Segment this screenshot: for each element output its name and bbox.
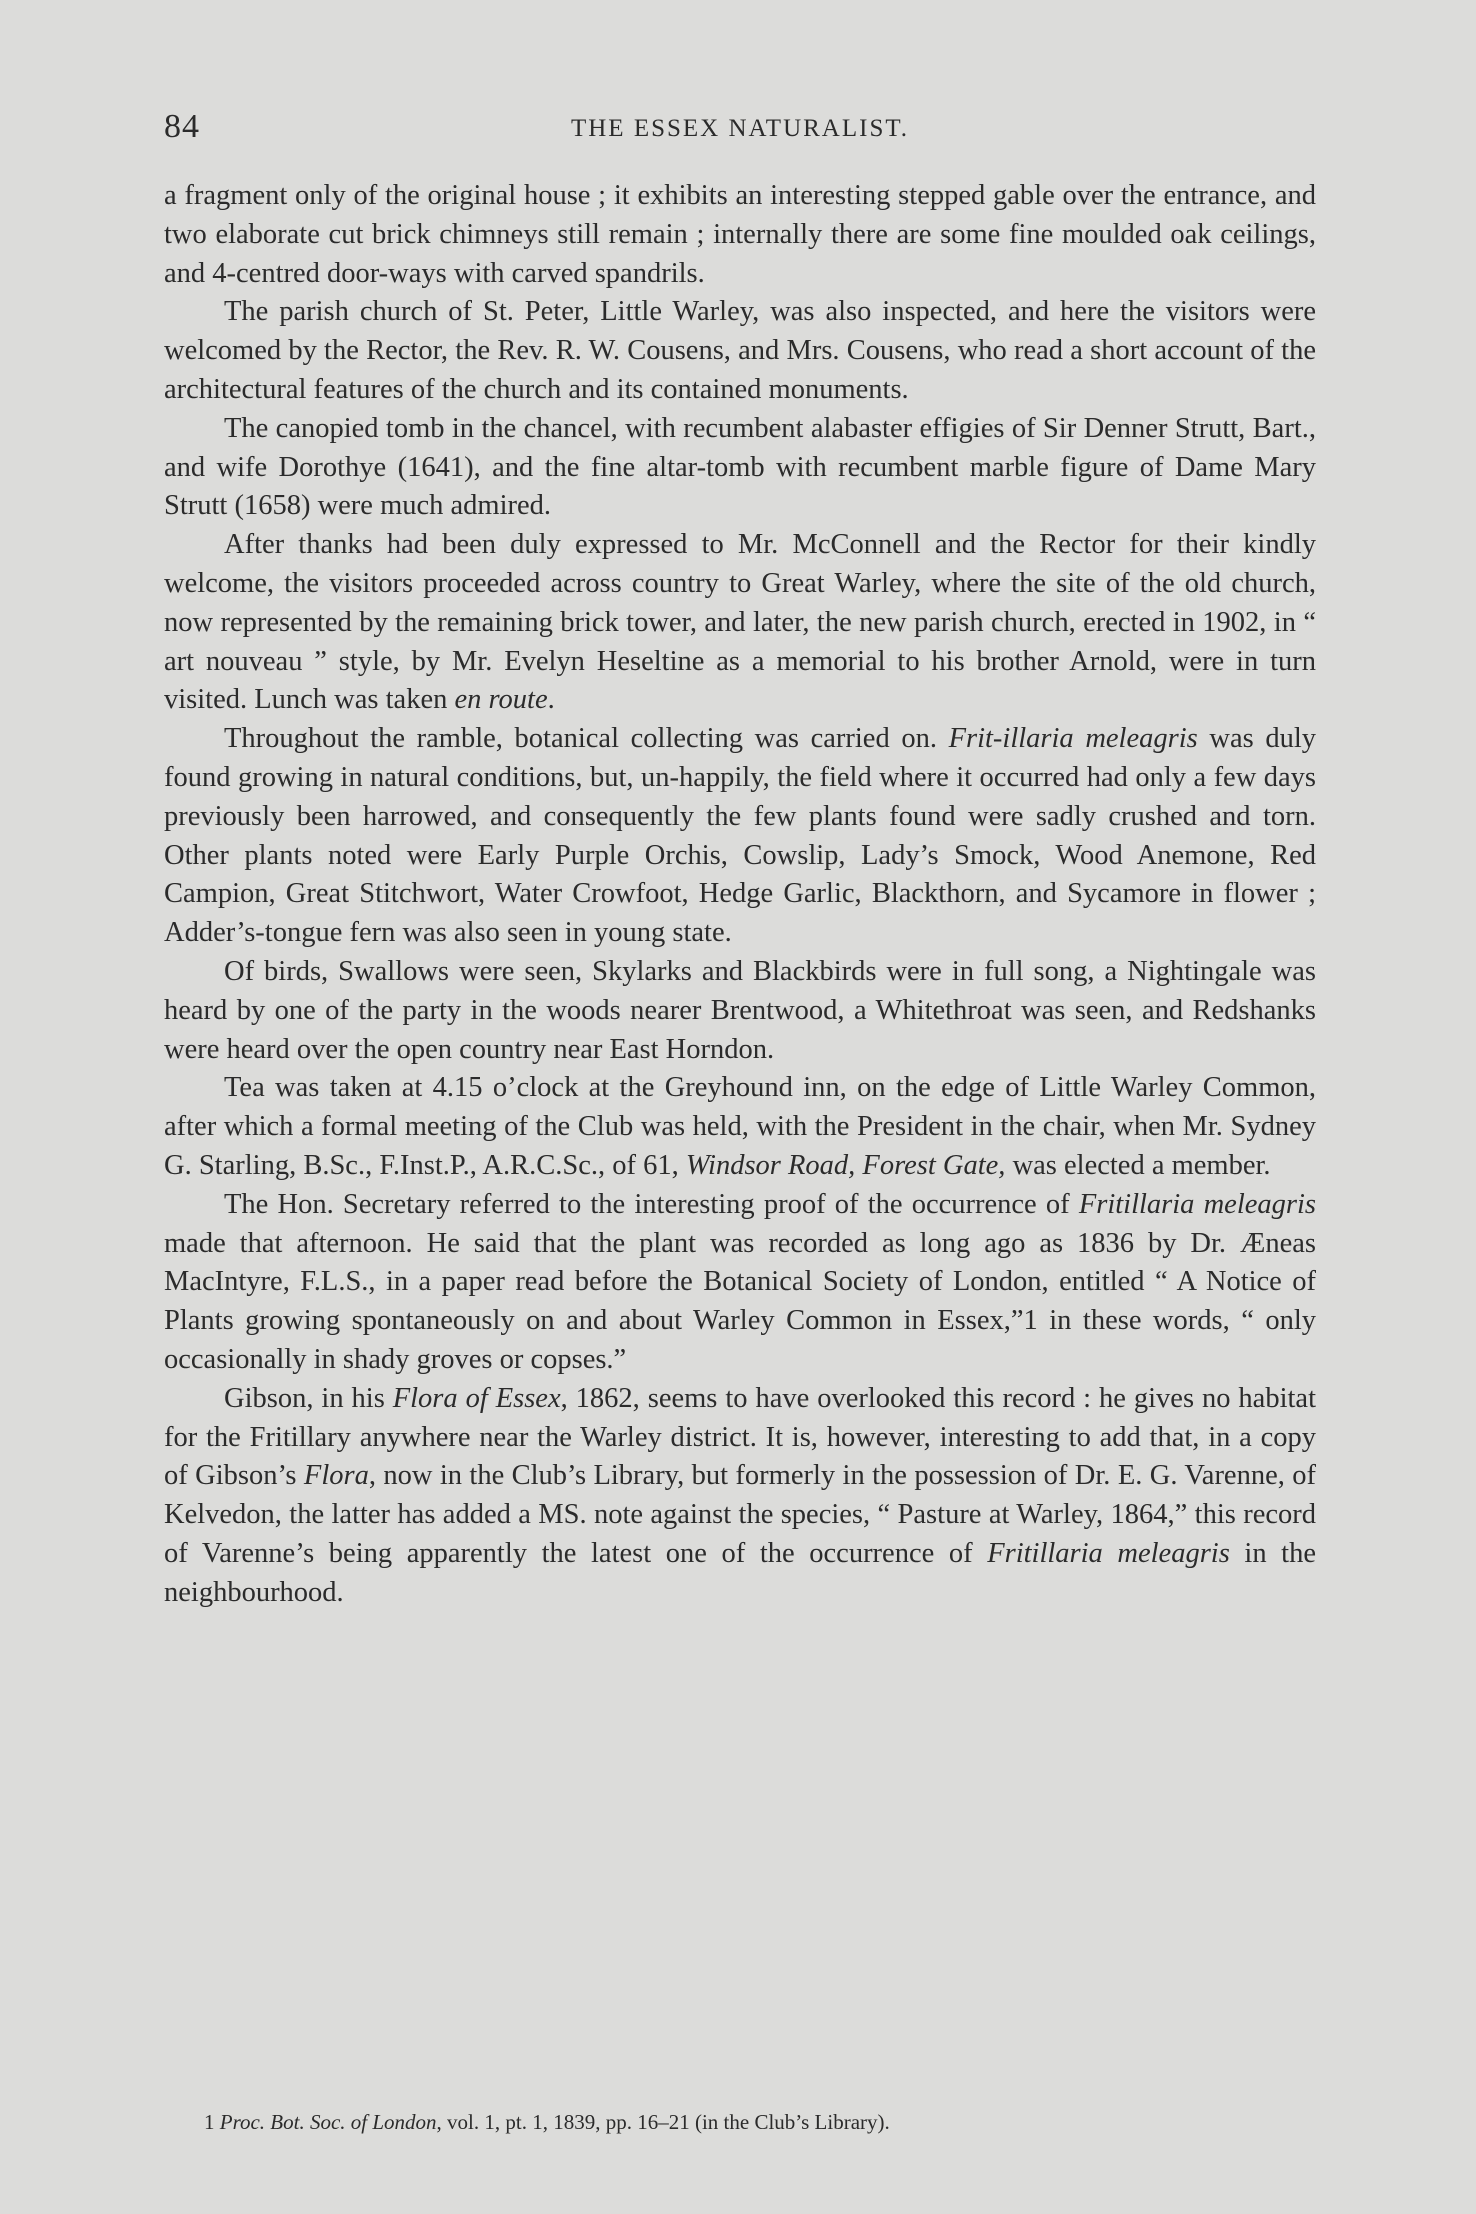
footnote bbox=[204, 2108, 1304, 2136]
paragraph-botany: Throughout the ramble, botanical collecting was carried on. Frit-illaria meleagris was duly found growing in natural conditions, but, un-happily, the field where it occurred had only a few days previously been harrowed, and consequently the few plants found were sadly crushed and torn. Other plants noted were Early Purple Orchis, Cowslip, Lady’s Smock, Wood Anemone, Red Campion, Great Stitchwort, Water Crowfoot, Hedge Garlic, Blackthorn, and Sycamore in flower ; Adder’s-tongue fern was also seen in young state. bbox=[164, 723, 1316, 949]
paragraph-canopied-tomb: The canopied tomb in the chancel, with recumbent alabaster effigies of Sir Denner Strutt, Bart., and wife Dorothye (1641), and the fine altar-tomb with recumbent marble figure of Dame Mary Strutt (1658) were much admired. bbox=[164, 412, 1316, 522]
paragraph-secretary: The Hon. Secretary referred to the interesting proof of the occurrence of Fritillaria meleagris made that afternoon. He said that the plant was recorded as long ago as 1836 by Dr. Æneas MacIntyre, F.L.S., in a paper read before the Botanical Society of London, entitled “ A Notice of Plants growing spontaneously on and about Warley Common in Essex,”1 in these words, “ only occasionally in shady groves or copses.” bbox=[164, 1188, 1316, 1375]
page-header bbox=[164, 108, 1316, 154]
paragraph-continued: a fragment only of the original house ; it exhibits an interesting stepped gable over the entrance, and two elaborate cut brick chimneys still remain ; internally there are some fine moulded oak ceilings, and 4-centred door-ways with carved spandrils. bbox=[164, 180, 1316, 289]
book-title: Flora of Essex bbox=[392, 1382, 561, 1414]
paragraph-birds: Of birds, Swallows were seen, Skylarks and Blackbirds were in full song, a Nightingale was heard by one of the party in the woods nearer Brentwood, a Whitethroat was seen, and Redshanks were heard over the open country near East Horndon. bbox=[164, 955, 1316, 1065]
page-number: 84 bbox=[164, 108, 200, 145]
book-title: Flora bbox=[303, 1460, 369, 1492]
paragraph-gibson: Gibson, in his Flora of Essex, 1862, seems to have overlooked this record : he gives no habitat for the Fritillary anywhere near the Warley district. It is, however, interesting to add that, in a copy of Gibson’s Flora, now in the Club’s Library, but formerly in the possession of Dr. E. G. Varenne, of Kelvedon, the latter has added a MS. note against the species, “ Pasture at Warley, 1864,” this record of Varenne’s being apparently the latest one of the occurrence of Fritillaria meleagris in the neighbourhood. bbox=[164, 1382, 1316, 1608]
italic-address: Windsor Road, Forest Gate, bbox=[685, 1149, 1006, 1181]
species-name: Frit-illaria meleagris bbox=[948, 723, 1198, 755]
footnote-text: , vol. 1, pt. 1, 1839, pp. 16–21 (in the Club’s Library). bbox=[436, 2110, 890, 2134]
italic-phrase: en route bbox=[454, 684, 548, 716]
species-name: Fritillaria meleagris bbox=[987, 1537, 1230, 1569]
body-text bbox=[164, 177, 1316, 1612]
footnote-marker: 1 bbox=[204, 2110, 220, 2134]
paragraph-meeting: Tea was taken at 4.15 o’clock at the Greyhound inn, on the edge of Little Warley Common, after which a formal meeting of the Club was held, with the President in the chair, when Mr. Sydney G. Starling, B.Sc., F.Inst.P., A.R.C.Sc., of 61, Windsor Road, Forest Gate, was elected a member. bbox=[164, 1072, 1316, 1181]
paragraph-great-warley: After thanks had been duly expressed to Mr. McConnell and the Rector for their kindly welcome, the visitors proceeded across country to Great Warley, where the site of the old church, now represented by the remaining brick tower, and later, the new parish church, erected in 1902, in “ art nouveau ” style, by Mr. Evelyn Heseltine as a memorial to his brother Arnold, were in turn visited. Lunch was taken en route. bbox=[164, 529, 1316, 716]
species-name: Fritillaria meleagris bbox=[1078, 1188, 1316, 1220]
paragraph-church-visit: The parish church of St. Peter, Little Warley, was also inspected, and here the visitors were welcomed by the Rector, the Rev. R. W. Cousens, and Mrs. Cousens, who read a short account of the architectural features of the church and its contained monuments. bbox=[164, 296, 1316, 405]
running-title: THE ESSEX NATURALIST. bbox=[570, 115, 910, 142]
footnote-source: Proc. Bot. Soc. of London bbox=[219, 2110, 437, 2134]
